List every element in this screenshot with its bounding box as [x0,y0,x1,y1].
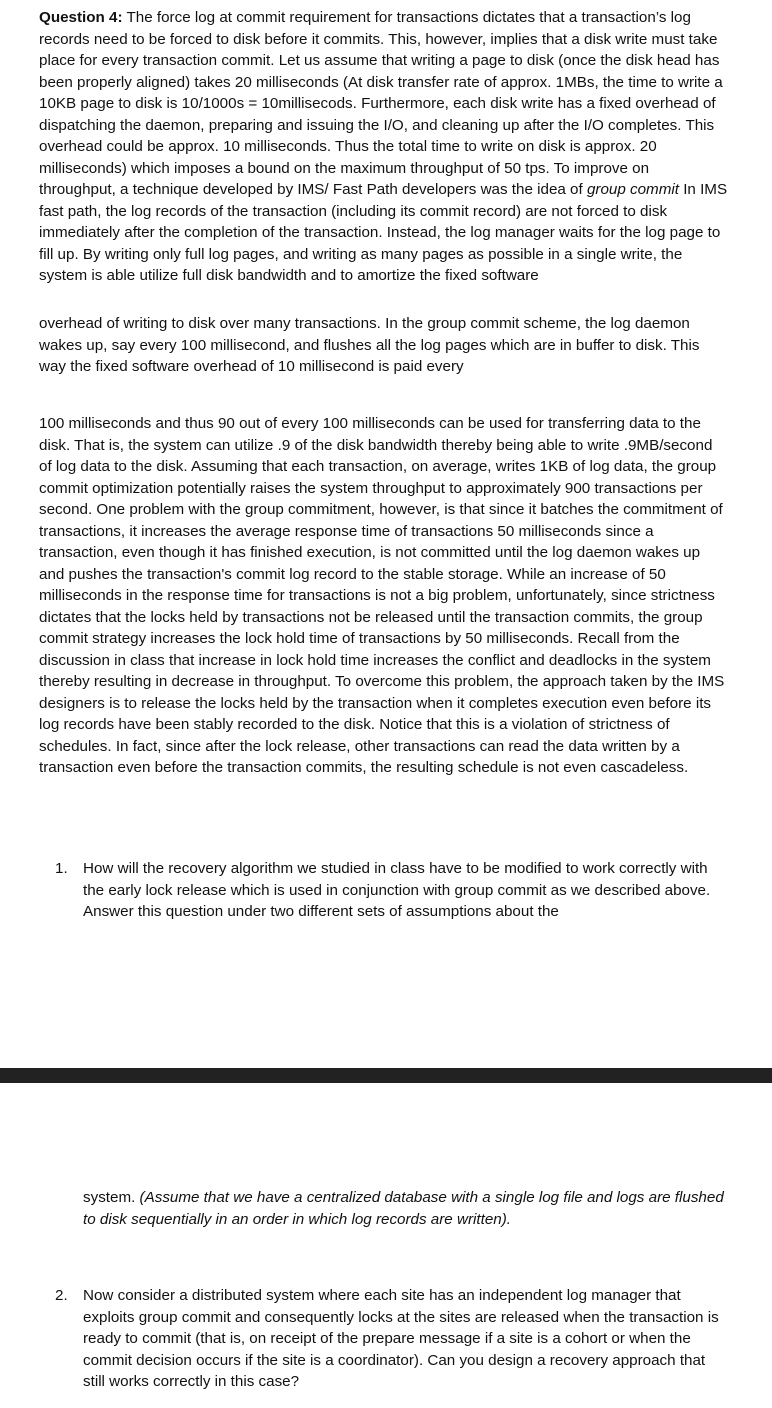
question-paragraph-2: overhead of writing to disk over many transactions. In the group commit scheme, the log daemon wakes up, say every 100 millisecond, and flushes all the log pages which are in buffer to disk. This way the fixed software overhead of 10 millisecond is paid every [39,315,700,375]
list-number: 1. [55,860,68,877]
continuation-assumption: (Assume that we have a centralized database with a single log file and logs are flushed to disk sequentially in an order in which log records are written). [83,1189,724,1228]
question-label: Question 4: [39,9,123,26]
list-number: 2. [55,1287,68,1304]
list-item-text: How will the recovery algorithm we studied in class have to be modified to work correctly with the early lock release which is used in conjunction with group commit as we described above. Answer this question under two different sets of assumptions about the [83,860,711,920]
list-item-text: Now consider a distributed system where each site has an independent log manager that exploits group commit and consequently locks at the sites are released when the transaction is ready to commit (that is, on receipt of the prepare message if a site is a cohort or when the commit decision occurs if the site is a coordinator). Can you design a recovery approach that still works correctly in this case? [83,1287,719,1390]
question-paragraph-3: 100 milliseconds and thus 90 out of every 100 milliseconds can be used for transferring data to the disk. That is, the system can utilize .9 of the disk bandwidth thereby being able to write .9MB/second of log data to the disk. Assuming that each transaction, on average, writes 1KB of log data, the group commit optimization potentially raises the system throughput to approximately 900 transactions per second. One problem with the group commitment, however, is that since it batches the commitment of transactions, it increases the average response time of transactions 50 milliseconds since a transaction, even though it has finished execution, is not committed until the log daemon wakes up and pushes the transaction's commit log record to the stable storage. While an increase of 50 milliseconds in the response time for transactions is not a big problem, unfortunately, since strictness dictates that the locks held by transactions not be released until the transaction commits, the group commit strategy increases the lock hold time of transactions by 50 milliseconds. Recall from the discussion in class that increase in lock hold time increases the conflict and deadlocks in the system thereby resulting in decrease in throughput. To overcome this problem, the approach taken by the IMS designers is to release the locks held by the transaction when it completes execution even before its log records have been stably recorded to the disk. Notice that this is a violation of strictness of schedules. In fact, since after the lock release, other transactions can read the data written by a transaction even before the transaction commits, the resulting schedule is not even cascadeless. [39,415,725,776]
list-item-2 [55,1285,730,1393]
list-item-1-continuation [83,1187,733,1230]
continuation-text: system. [83,1189,140,1206]
intro-text-part2: In IMS fast path, the log records of the transaction (including its commit record) are not forced to disk immediately after the completion of the transaction. Instead, the log manager waits for the log page to fill up. By writing only full log pages, and writing as many pages as possible in a single write, the system is able utilize full disk bandwidth and to amortize the fixed software [39,181,728,284]
group-commit-term: group commit [586,181,679,198]
list-item-1 [55,858,730,923]
page-divider [0,1068,772,1083]
intro-text-part1: The force log at commit requirement for transactions dictates that a transaction’s log records need to be forced to disk before it commits. This, however, implies that a disk write must take place for every transaction commit. Let us assume that writing a page to disk (once the disk head has been properly aligned) takes 20 milliseconds (At disk transfer rate of approx. 1MBs, the time to write a 10KB page to disk is 10/1000s = 10millisecods. Furthermore, each disk write has a fixed overhead of dispatching the daemon, preparing and issuing the I/O, and cleaning up after the I/O completes. This overhead could be approx. 10 milliseconds. Thus the total time to write on disk is approx. 20 milliseconds) which imposes a bound on the maximum throughput of 50 tps. To improve on throughput, a technique developed by IMS/ Fast Path developers was the idea of [39,9,723,198]
question-intro-paragraph [39,7,729,287]
